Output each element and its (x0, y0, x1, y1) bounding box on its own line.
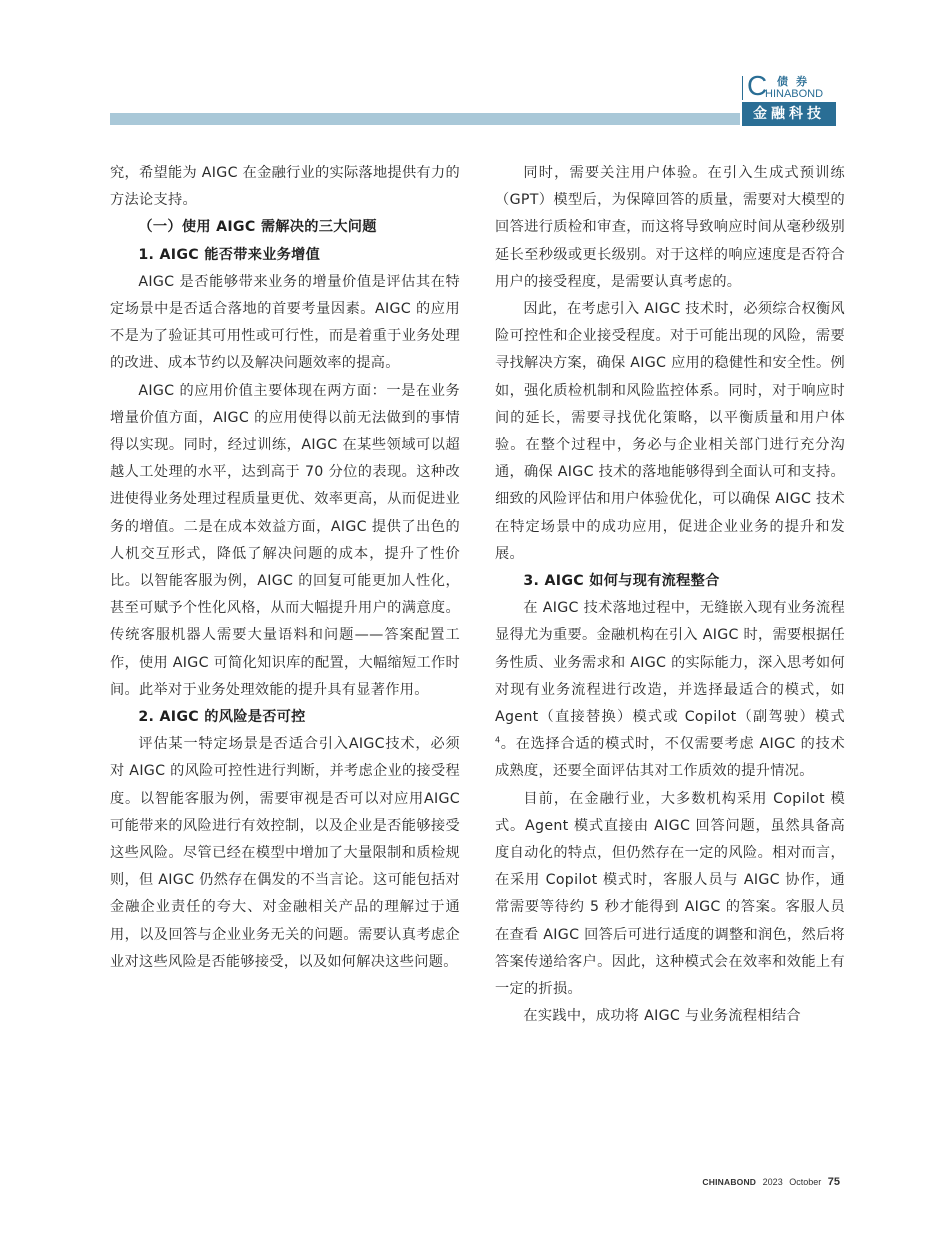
page-footer (700, 1176, 840, 1188)
left-column (110, 160, 460, 976)
paragraph: 目前，在金融行业，大多数机构采用 Copilot 模式。Agent 模式直接由 AIGC 回答问题，虽然具备高度自动化的特点，但仍然存在一定的风险。相对而言，在采用 Copilot 模式时，客服人员与 AIGC 协作，通常需要等待约 5 秒才能得到 AIGC 的答案。客服人员在查看 AIGC 回答后可进行适度的调整和润色，然后将答案传递给客户。因此，这种模式会在效率和效能上有一定的折损。 (495, 790, 845, 998)
paragraph-text: 在 AIGC 技术落地过程中，无缝嵌入现有业务流程显得尤为重要。金融机构在引入 AIGC 时，需要根据任务性质、业务需求和 AIGC 的实际能力，深入思考如何对现有业务流程进行改造，并选择最适合的模式，如 Agent（直接替换）模式或 Copilot（副驾驶）模式 (495, 600, 845, 726)
page-number: 75 (827, 1176, 840, 1188)
logo-english: HINABOND (765, 88, 824, 100)
subheading-value: 1. AIGC 能否带来业务增值 (138, 246, 321, 263)
logo-chinese: 债券 (777, 75, 815, 88)
chinabond-logo (742, 70, 836, 126)
section-badge: 金融科技 (742, 102, 836, 126)
paragraph: 因此，在考虑引入 AIGC 技术时，必须综合权衡风险可控性和企业接受程度。对于可能出现的风险，需要寻找解决方案，确保 AIGC 应用的稳健性和安全性。例如，强化质检机制和风险监控体系。同时，对于响应时间的延长，需要寻找优化策略，以平衡质量和用户体验。在整个过程中，务必与企业相关部门进行充分沟通，确保 AIGC 技术的落地能够得到全面认可和支持。细致的风险评估和用户体验优化，可以确保 AIGC 技术在特定场景中的成功应用，促进企业业务的提升和发展。 (495, 301, 845, 562)
footer-year: 2023 (762, 1177, 783, 1187)
paragraph: AIGC 是否能够带来业务的增量价值是评估其在特定场景中是否适合落地的首要考量因素。AIGC 的应用不是为了验证其可用性或可行性，而是着重于业务处理的改进、成本节约以及解决问题效率的提高。 (110, 273, 460, 372)
paragraph: 同时，需要关注用户体验。在引入生成式预训练（GPT）模型后，为保障回答的质量，需要对大模型的回答进行质检和审查，而这将导致响应时间从毫秒级别延长至秒级或更长级别。对于这样的响应速度是否符合用户的接受程度，是需要认真考虑的。 (495, 165, 845, 290)
paragraph (495, 595, 845, 785)
logo-wordmark (742, 70, 837, 101)
footer-month: October (789, 1177, 822, 1187)
paragraph-continued: 究，希望能为 AIGC 在金融行业的实际落地提供有力的方法论支持。 (110, 165, 460, 209)
paragraph: AIGC 的应用价值主要体现在两方面：一是在业务增量价值方面，AIGC 的应用使得以前无法做到的事情得以实现。同时，经过训练，AIGC 在某些领域可以超越人工处理的水平，达到高于 70 分位的表现。这种改进使得业务处理过程质量更优、效率更高，从而促进业务的增值。二是在成本效益方面，AIGC 提供了出色的人机交互形式，降低了解决问题的成本，提升了性价比。以智能客服为例，AIGC 的回复可能更加人性化，甚至可赋予个性化风格，从而大幅提升用户的满意度。传统客服机器人需要大量语料和问题——答案配置工作，使用 AIGC 可简化知识库的配置，大幅缩短工作时间。此举对于业务处理效能的提升具有显著作用。 (110, 382, 460, 698)
header-bar (110, 113, 740, 125)
subheading-risk: 2. AIGC 的风险是否可控 (138, 709, 306, 726)
section-heading: （一）使用 AIGC 需解决的三大问题 (138, 219, 377, 236)
paragraph-text: 。在选择合适的模式时，不仅需要考虑 AIGC 的技术成熟度，还要全面评估其对工作质效的提升情况。 (495, 736, 845, 780)
footnote-ref: 4 (495, 735, 501, 745)
subheading-integration: 3. AIGC 如何与现有流程整合 (523, 573, 720, 590)
right-column (495, 160, 845, 1031)
footer-brand: CHINABOND (702, 1177, 757, 1187)
paragraph: 在实践中，成功将 AIGC 与业务流程相结合 (523, 1008, 801, 1025)
logo-letter: C (747, 70, 768, 101)
paragraph: 评估某一特定场景是否适合引入AIGC技术，必须对 AIGC 的风险可控性进行判断，并考虑企业的接受程度。以智能客服为例，需要审视是否可以对应用AIGC可能带来的风险进行有效控制，以及企业是否能够接受这些风险。尽管已经在模型中增加了大量限制和质检规则，但 AIGC 仍然存在偶发的不当言论。这可能包括对金融企业责任的夸大、对金融相关产品的理解过于通用，以及回答与企业业务无关的问题。需要认真考虑企业对这些风险是否能够接受，以及如何解决这些问题。 (110, 736, 460, 970)
